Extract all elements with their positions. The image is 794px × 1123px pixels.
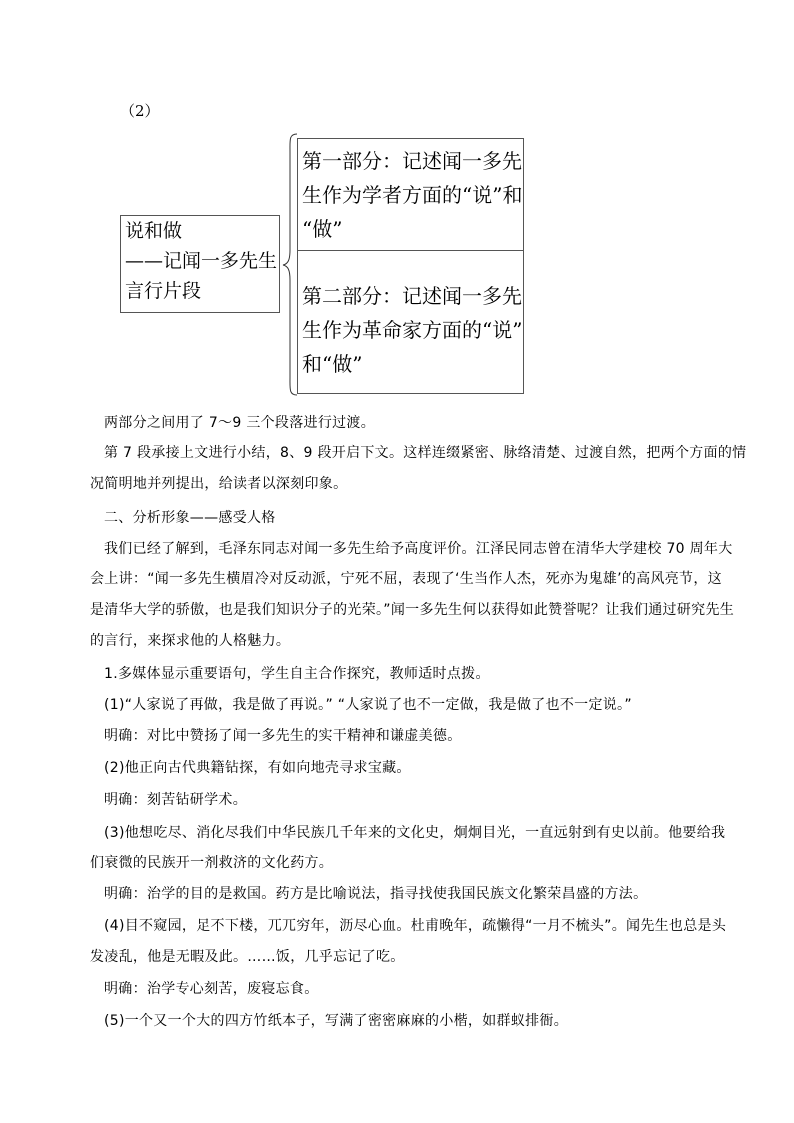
part-two-line: 生作为革命家方面的“说” bbox=[302, 318, 523, 342]
text-line: 第 7 段承接上文进行小结，8、9 段开启下文。这样连缀紧密、脉络清楚、过渡自然，把两个方面的情 bbox=[104, 445, 747, 461]
part-two-line: 和“做” bbox=[302, 352, 363, 376]
text-line: (5)一个又一个大的四方竹纸本子，写满了密密麻麻的小楷，如群蚁排衙。 bbox=[104, 1013, 569, 1029]
text-line: 是清华大学的骄傲，也是我们知识分子的光荣。”闻一多先生何以获得如此赞誉呢？让我们通过研究先生 bbox=[90, 602, 735, 618]
part-two-box bbox=[297, 250, 524, 394]
title-line: 说和做 bbox=[125, 220, 183, 242]
text-line: 发凌乱，他是无暇及此。……饭，几乎忘记了吃。 bbox=[90, 949, 405, 965]
text-line: 我们已经了解到，毛泽东同志对闻一多先生给予高度评价。江泽民同志曾在清华大学建校 70 周年大 bbox=[104, 541, 733, 557]
title-line: ——记闻一多先生 bbox=[125, 250, 278, 272]
part-one-line: 第一部分：记述闻一多先 bbox=[302, 149, 522, 173]
section-number: （2） bbox=[120, 102, 160, 120]
text-line: 1.多媒体显示重要语句，学生自主合作探究，教师适时点拨。 bbox=[104, 666, 490, 682]
text-line: 明确：刻苦钻研学术。 bbox=[104, 792, 247, 808]
part-one-line: “做” bbox=[302, 217, 343, 241]
part-two-line: 第二部分：记述闻一多先 bbox=[302, 284, 522, 308]
part-one-box bbox=[297, 138, 524, 256]
text-line: 明确：对比中赞扬了闻一多先生的实干精神和谦虚美德。 bbox=[104, 728, 462, 744]
text-line: 的言行，来探求他的人格魅力。 bbox=[90, 633, 291, 649]
text-line: (3)他想吃尽、消化尽我们中华民族几千年来的文化史，炯炯目光，一直远射到有史以前。他要给我 bbox=[104, 825, 726, 841]
title-box bbox=[120, 215, 280, 313]
section-heading: 二、分析形象——感受人格 bbox=[104, 510, 276, 526]
text-line: 们衰微的民族开一剂救济的文化药方。 bbox=[90, 855, 334, 871]
curly-brace bbox=[282, 132, 298, 397]
text-line: 明确：治学专心刻苦，废寝忘食。 bbox=[104, 981, 319, 997]
text-line: 会上讲：“闻一多先生横眉冷对反动派，宁死不屈，表现了‘生当作人杰，死亦为鬼雄’的高风亮节，这 bbox=[90, 571, 722, 587]
text-line: (1)“人家说了再做，我是做了再说。” “人家说了也不一定做，我是做了也不一定说。” bbox=[104, 697, 632, 713]
text-line: (4)目不窥园，足不下楼，兀兀穷年，沥尽心血。杜甫晚年，疏懒得“一月不梳头”。闻先生也总是头 bbox=[104, 918, 727, 934]
title-line: 言行片段 bbox=[125, 280, 202, 302]
text-line: (2)他正向古代典籍钻探，有如向地壳寻求宝藏。 bbox=[104, 760, 411, 776]
text-line: 况简明地并列提出，给读者以深刻印象。 bbox=[90, 476, 348, 492]
text-line: 明确：治学的目的是救国。药方是比喻说法，指寻找使我国民族文化繁荣昌盛的方法。 bbox=[104, 886, 648, 902]
part-one-line: 生作为学者方面的“说”和 bbox=[302, 183, 523, 207]
text-line: 两部分之间用了 7～9 三个段落进行过渡。 bbox=[104, 415, 376, 431]
